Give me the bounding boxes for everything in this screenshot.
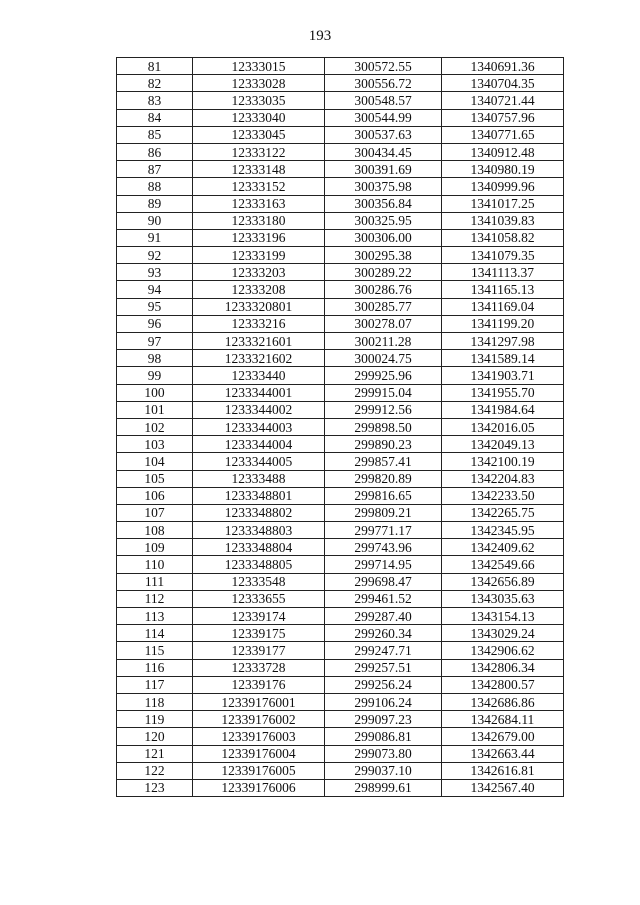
point-id-cell: 12339176002 xyxy=(193,711,325,728)
x-coordinate-cell: 300278.07 xyxy=(325,315,442,332)
point-id-cell: 1233321602 xyxy=(193,350,325,367)
point-id-cell: 1233344002 xyxy=(193,401,325,418)
y-coordinate-cell: 1341903.71 xyxy=(442,367,564,384)
table-row xyxy=(117,436,564,453)
x-coordinate-cell: 300548.57 xyxy=(325,92,442,109)
table-row xyxy=(117,728,564,745)
point-number-cell: 95 xyxy=(117,298,193,315)
table-row xyxy=(117,298,564,315)
x-coordinate-cell: 300286.76 xyxy=(325,281,442,298)
y-coordinate-cell: 1342100.19 xyxy=(442,453,564,470)
table-row xyxy=(117,573,564,590)
point-number-cell: 107 xyxy=(117,504,193,521)
coordinates-table xyxy=(116,57,564,797)
x-coordinate-cell: 300572.55 xyxy=(325,58,442,75)
point-id-cell: 1233344004 xyxy=(193,436,325,453)
table-row xyxy=(117,384,564,401)
y-coordinate-cell: 1341079.35 xyxy=(442,247,564,264)
point-id-cell: 1233344005 xyxy=(193,453,325,470)
table-row xyxy=(117,315,564,332)
y-coordinate-cell: 1340704.35 xyxy=(442,75,564,92)
table-row xyxy=(117,333,564,350)
y-coordinate-cell: 1340757.96 xyxy=(442,109,564,126)
point-id-cell: 12339175 xyxy=(193,625,325,642)
x-coordinate-cell: 299912.56 xyxy=(325,401,442,418)
table-row xyxy=(117,625,564,642)
point-number-cell: 120 xyxy=(117,728,193,745)
point-number-cell: 99 xyxy=(117,367,193,384)
table-row xyxy=(117,109,564,126)
point-number-cell: 96 xyxy=(117,315,193,332)
table-row xyxy=(117,92,564,109)
point-number-cell: 88 xyxy=(117,178,193,195)
point-number-cell: 103 xyxy=(117,436,193,453)
point-id-cell: 12339174 xyxy=(193,608,325,625)
x-coordinate-cell: 299260.34 xyxy=(325,625,442,642)
point-id-cell: 12333548 xyxy=(193,573,325,590)
table-row xyxy=(117,745,564,762)
x-coordinate-cell: 299247.71 xyxy=(325,642,442,659)
y-coordinate-cell: 1343029.24 xyxy=(442,625,564,642)
table-row xyxy=(117,126,564,143)
x-coordinate-cell: 299461.52 xyxy=(325,590,442,607)
y-coordinate-cell: 1342049.13 xyxy=(442,436,564,453)
point-id-cell: 12333440 xyxy=(193,367,325,384)
x-coordinate-cell: 299915.04 xyxy=(325,384,442,401)
x-coordinate-cell: 299714.95 xyxy=(325,556,442,573)
y-coordinate-cell: 1342233.50 xyxy=(442,487,564,504)
point-id-cell: 12333040 xyxy=(193,109,325,126)
point-number-cell: 119 xyxy=(117,711,193,728)
point-number-cell: 97 xyxy=(117,333,193,350)
point-number-cell: 105 xyxy=(117,470,193,487)
point-id-cell: 12333196 xyxy=(193,229,325,246)
y-coordinate-cell: 1342549.66 xyxy=(442,556,564,573)
point-number-cell: 114 xyxy=(117,625,193,642)
x-coordinate-cell: 300325.95 xyxy=(325,212,442,229)
x-coordinate-cell: 300434.45 xyxy=(325,143,442,160)
y-coordinate-cell: 1342656.89 xyxy=(442,573,564,590)
point-number-cell: 113 xyxy=(117,608,193,625)
x-coordinate-cell: 299037.10 xyxy=(325,762,442,779)
point-number-cell: 118 xyxy=(117,693,193,710)
point-id-cell: 12333203 xyxy=(193,264,325,281)
table-row xyxy=(117,195,564,212)
page-number: 193 xyxy=(308,28,332,44)
table-row xyxy=(117,608,564,625)
table-row xyxy=(117,693,564,710)
y-coordinate-cell: 1340999.96 xyxy=(442,178,564,195)
point-number-cell: 82 xyxy=(117,75,193,92)
point-number-cell: 115 xyxy=(117,642,193,659)
y-coordinate-cell: 1341113.37 xyxy=(442,264,564,281)
point-id-cell: 12333488 xyxy=(193,470,325,487)
point-number-cell: 83 xyxy=(117,92,193,109)
y-coordinate-cell: 1341955.70 xyxy=(442,384,564,401)
y-coordinate-cell: 1342345.95 xyxy=(442,522,564,539)
point-id-cell: 12333208 xyxy=(193,281,325,298)
point-id-cell: 12333015 xyxy=(193,58,325,75)
y-coordinate-cell: 1342663.44 xyxy=(442,745,564,762)
point-number-cell: 108 xyxy=(117,522,193,539)
x-coordinate-cell: 300295.38 xyxy=(325,247,442,264)
point-id-cell: 1233348802 xyxy=(193,504,325,521)
point-number-cell: 93 xyxy=(117,264,193,281)
point-id-cell: 1233344003 xyxy=(193,418,325,435)
y-coordinate-cell: 1342567.40 xyxy=(442,779,564,796)
x-coordinate-cell: 300556.72 xyxy=(325,75,442,92)
point-number-cell: 117 xyxy=(117,676,193,693)
point-id-cell: 12333035 xyxy=(193,92,325,109)
table-row xyxy=(117,58,564,75)
x-coordinate-cell: 300537.63 xyxy=(325,126,442,143)
table-row xyxy=(117,161,564,178)
y-coordinate-cell: 1340721.44 xyxy=(442,92,564,109)
point-id-cell: 1233348803 xyxy=(193,522,325,539)
y-coordinate-cell: 1342616.81 xyxy=(442,762,564,779)
point-id-cell: 1233348805 xyxy=(193,556,325,573)
x-coordinate-cell: 300211.28 xyxy=(325,333,442,350)
x-coordinate-cell: 299097.23 xyxy=(325,711,442,728)
point-id-cell: 12333163 xyxy=(193,195,325,212)
x-coordinate-cell: 300356.84 xyxy=(325,195,442,212)
table-row xyxy=(117,590,564,607)
x-coordinate-cell: 300391.69 xyxy=(325,161,442,178)
x-coordinate-cell: 300289.22 xyxy=(325,264,442,281)
x-coordinate-cell: 299925.96 xyxy=(325,367,442,384)
table-row xyxy=(117,350,564,367)
table-row xyxy=(117,418,564,435)
point-id-cell: 12333216 xyxy=(193,315,325,332)
x-coordinate-cell: 299073.80 xyxy=(325,745,442,762)
x-coordinate-cell: 299256.24 xyxy=(325,676,442,693)
x-coordinate-cell: 300375.98 xyxy=(325,178,442,195)
y-coordinate-cell: 1341058.82 xyxy=(442,229,564,246)
table-row xyxy=(117,539,564,556)
y-coordinate-cell: 1340912.48 xyxy=(442,143,564,160)
x-coordinate-cell: 299816.65 xyxy=(325,487,442,504)
point-id-cell: 12339176 xyxy=(193,676,325,693)
y-coordinate-cell: 1342906.62 xyxy=(442,642,564,659)
point-number-cell: 109 xyxy=(117,539,193,556)
point-number-cell: 98 xyxy=(117,350,193,367)
point-id-cell: 12339176005 xyxy=(193,762,325,779)
table-row xyxy=(117,264,564,281)
table-row xyxy=(117,762,564,779)
point-number-cell: 110 xyxy=(117,556,193,573)
y-coordinate-cell: 1340691.36 xyxy=(442,58,564,75)
x-coordinate-cell: 300024.75 xyxy=(325,350,442,367)
point-number-cell: 89 xyxy=(117,195,193,212)
point-number-cell: 116 xyxy=(117,659,193,676)
point-id-cell: 12339176004 xyxy=(193,745,325,762)
y-coordinate-cell: 1342204.83 xyxy=(442,470,564,487)
x-coordinate-cell: 299106.24 xyxy=(325,693,442,710)
table-row xyxy=(117,504,564,521)
point-number-cell: 122 xyxy=(117,762,193,779)
x-coordinate-cell: 299820.89 xyxy=(325,470,442,487)
point-id-cell: 12333152 xyxy=(193,178,325,195)
x-coordinate-cell: 299771.17 xyxy=(325,522,442,539)
table-row xyxy=(117,75,564,92)
point-id-cell: 12333655 xyxy=(193,590,325,607)
point-number-cell: 94 xyxy=(117,281,193,298)
point-id-cell: 12333122 xyxy=(193,143,325,160)
point-id-cell: 12333199 xyxy=(193,247,325,264)
y-coordinate-cell: 1342016.05 xyxy=(442,418,564,435)
point-number-cell: 86 xyxy=(117,143,193,160)
table-row xyxy=(117,522,564,539)
point-number-cell: 111 xyxy=(117,573,193,590)
table-row xyxy=(117,711,564,728)
table-row xyxy=(117,281,564,298)
y-coordinate-cell: 1341984.64 xyxy=(442,401,564,418)
point-id-cell: 1233348801 xyxy=(193,487,325,504)
x-coordinate-cell: 300306.00 xyxy=(325,229,442,246)
y-coordinate-cell: 1343035.63 xyxy=(442,590,564,607)
y-coordinate-cell: 1341039.83 xyxy=(442,212,564,229)
point-id-cell: 12333148 xyxy=(193,161,325,178)
point-id-cell: 12339176003 xyxy=(193,728,325,745)
y-coordinate-cell: 1340771.65 xyxy=(442,126,564,143)
point-id-cell: 1233344001 xyxy=(193,384,325,401)
y-coordinate-cell: 1341017.25 xyxy=(442,195,564,212)
y-coordinate-cell: 1342409.62 xyxy=(442,539,564,556)
point-number-cell: 87 xyxy=(117,161,193,178)
point-id-cell: 12333028 xyxy=(193,75,325,92)
point-id-cell: 12333728 xyxy=(193,659,325,676)
point-number-cell: 81 xyxy=(117,58,193,75)
table-row xyxy=(117,143,564,160)
y-coordinate-cell: 1342800.57 xyxy=(442,676,564,693)
x-coordinate-cell: 299257.51 xyxy=(325,659,442,676)
table-row xyxy=(117,212,564,229)
point-number-cell: 121 xyxy=(117,745,193,762)
point-id-cell: 12339176006 xyxy=(193,779,325,796)
table-row xyxy=(117,556,564,573)
x-coordinate-cell: 299890.23 xyxy=(325,436,442,453)
x-coordinate-cell: 299743.96 xyxy=(325,539,442,556)
y-coordinate-cell: 1343154.13 xyxy=(442,608,564,625)
x-coordinate-cell: 299857.41 xyxy=(325,453,442,470)
table-row xyxy=(117,453,564,470)
table-row xyxy=(117,470,564,487)
x-coordinate-cell: 299086.81 xyxy=(325,728,442,745)
point-id-cell: 1233348804 xyxy=(193,539,325,556)
y-coordinate-cell: 1342806.34 xyxy=(442,659,564,676)
y-coordinate-cell: 1342265.75 xyxy=(442,504,564,521)
table-row xyxy=(117,229,564,246)
table-row xyxy=(117,367,564,384)
x-coordinate-cell: 300544.99 xyxy=(325,109,442,126)
x-coordinate-cell: 299698.47 xyxy=(325,573,442,590)
x-coordinate-cell: 299809.21 xyxy=(325,504,442,521)
table-row xyxy=(117,676,564,693)
point-id-cell: 12333045 xyxy=(193,126,325,143)
point-number-cell: 101 xyxy=(117,401,193,418)
x-coordinate-cell: 298999.61 xyxy=(325,779,442,796)
x-coordinate-cell: 299898.50 xyxy=(325,418,442,435)
y-coordinate-cell: 1342686.86 xyxy=(442,693,564,710)
point-id-cell: 12333180 xyxy=(193,212,325,229)
coordinates-table-body xyxy=(117,58,564,797)
point-id-cell: 1233320801 xyxy=(193,298,325,315)
table-row xyxy=(117,401,564,418)
table-row xyxy=(117,779,564,796)
table-row xyxy=(117,659,564,676)
point-id-cell: 12339176001 xyxy=(193,693,325,710)
table-row xyxy=(117,178,564,195)
point-number-cell: 90 xyxy=(117,212,193,229)
y-coordinate-cell: 1341297.98 xyxy=(442,333,564,350)
y-coordinate-cell: 1342684.11 xyxy=(442,711,564,728)
y-coordinate-cell: 1342679.00 xyxy=(442,728,564,745)
point-number-cell: 123 xyxy=(117,779,193,796)
point-number-cell: 106 xyxy=(117,487,193,504)
y-coordinate-cell: 1341169.04 xyxy=(442,298,564,315)
point-number-cell: 112 xyxy=(117,590,193,607)
x-coordinate-cell: 300285.77 xyxy=(325,298,442,315)
point-number-cell: 100 xyxy=(117,384,193,401)
point-number-cell: 102 xyxy=(117,418,193,435)
point-id-cell: 1233321601 xyxy=(193,333,325,350)
y-coordinate-cell: 1341589.14 xyxy=(442,350,564,367)
point-number-cell: 85 xyxy=(117,126,193,143)
point-number-cell: 104 xyxy=(117,453,193,470)
y-coordinate-cell: 1341165.13 xyxy=(442,281,564,298)
table-row xyxy=(117,487,564,504)
table-row xyxy=(117,642,564,659)
point-number-cell: 91 xyxy=(117,229,193,246)
point-number-cell: 84 xyxy=(117,109,193,126)
table-row xyxy=(117,247,564,264)
point-number-cell: 92 xyxy=(117,247,193,264)
point-id-cell: 12339177 xyxy=(193,642,325,659)
y-coordinate-cell: 1340980.19 xyxy=(442,161,564,178)
x-coordinate-cell: 299287.40 xyxy=(325,608,442,625)
y-coordinate-cell: 1341199.20 xyxy=(442,315,564,332)
